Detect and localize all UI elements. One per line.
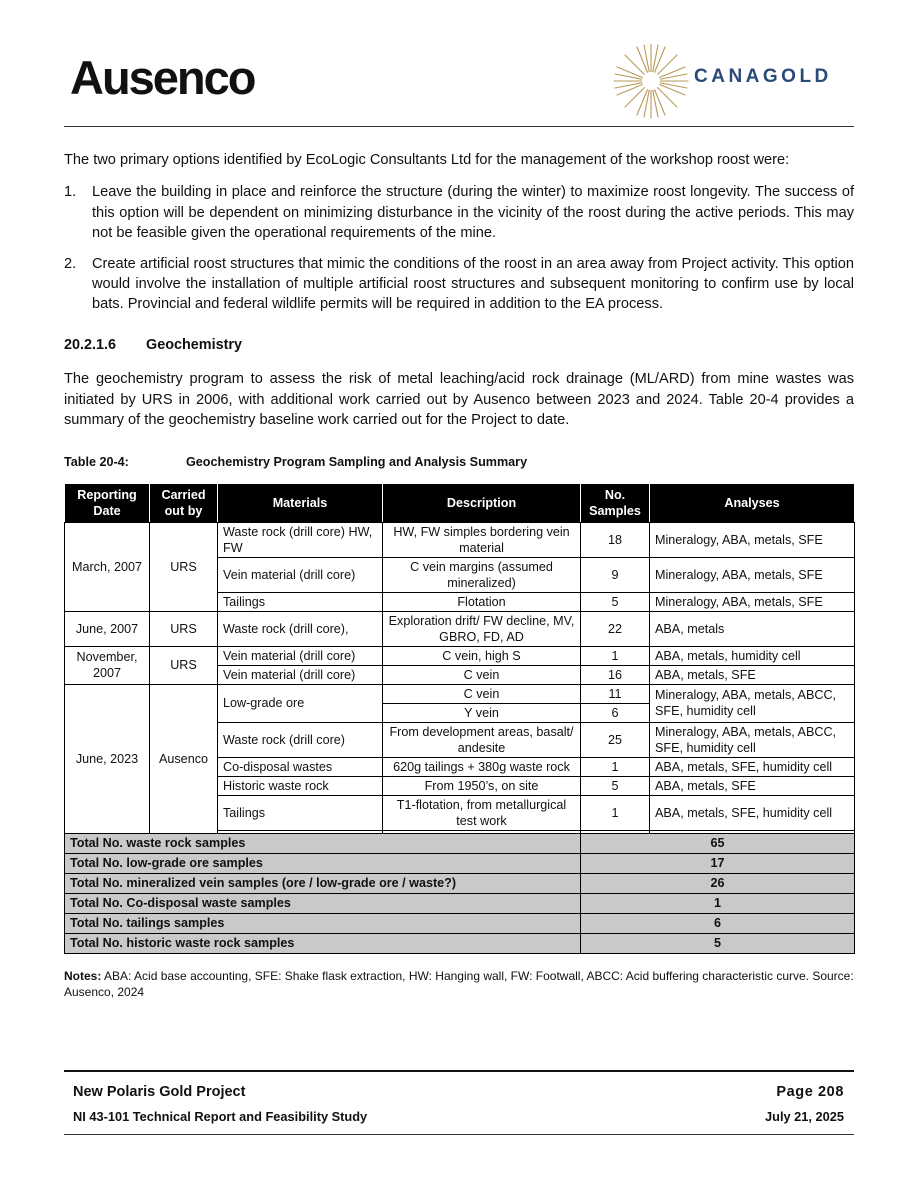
table-row — [65, 611, 855, 646]
sunburst-icon — [612, 42, 690, 120]
reporting-date-cell: June, 2023 — [65, 684, 150, 833]
analyses-cell: Mineralogy, ABA, metals, SFE — [650, 522, 855, 557]
carried-out-by-cell: URS — [150, 522, 218, 611]
material-cell: Waste rock (drill core) — [218, 722, 383, 757]
samples-cell: 5 — [581, 592, 650, 611]
description-cell: Flotation — [383, 592, 581, 611]
analyses-cell: ABA, metals, SFE — [650, 665, 855, 684]
list-item — [64, 254, 854, 315]
footer-project: New Polaris Gold Project — [73, 1084, 246, 1100]
samples-cell: 16 — [581, 665, 650, 684]
header-materials: Materials — [218, 483, 383, 522]
reporting-date-cell: November, 2007 — [65, 646, 150, 684]
material-cell: Tailings — [218, 795, 383, 830]
total-value: 17 — [581, 853, 855, 873]
material-cell: Tailings — [218, 592, 383, 611]
total-value: 1 — [581, 893, 855, 913]
samples-cell: 1 — [581, 646, 650, 665]
table-row — [65, 522, 855, 557]
analyses-cell: ABA, metals — [650, 611, 855, 646]
header-description: Description — [383, 483, 581, 522]
header-divider — [64, 126, 854, 127]
analyses-cell: ABA, metals, SFE, humidity cell — [650, 795, 855, 830]
total-label: Total No. historic waste rock samples — [65, 933, 581, 953]
samples-cell: 1 — [581, 757, 650, 776]
table-number: Table 20-4: — [64, 455, 129, 470]
canagold-logo — [612, 42, 842, 120]
notes-label: Notes: — [64, 969, 102, 983]
samples-cell: 6 — [581, 703, 650, 722]
footer-divider-bottom — [64, 1134, 854, 1135]
section-heading — [64, 335, 854, 355]
material-cell: Waste rock (drill core), — [218, 611, 383, 646]
page-body — [64, 150, 854, 954]
list-item — [64, 182, 854, 243]
footer-divider-top — [64, 1070, 854, 1072]
section-number: 20.2.1.6 — [64, 336, 117, 353]
material-cell: Co-disposal wastes — [218, 757, 383, 776]
description-cell: C vein — [383, 684, 581, 703]
intro-paragraph: The two primary options identified by EcoLogic Consultants Ltd for the management of the workshop roost were: — [64, 152, 790, 168]
canagold-wordmark: CANAGOLD — [694, 66, 832, 87]
reporting-date-cell: March, 2007 — [65, 522, 150, 611]
samples-cell: 1 — [581, 795, 650, 830]
total-row — [65, 853, 855, 873]
total-row — [65, 933, 855, 953]
footer-page-number: Page 208 — [776, 1084, 844, 1100]
total-value: 5 — [581, 933, 855, 953]
notes-text: ABA: Acid base accounting, SFE: Shake flask extraction, HW: Hanging wall, FW: Footwall, ABCC: Acid buffering characteristic curve. Source: Ausenco, 2024 — [64, 969, 854, 999]
analyses-cell: Mineralogy, ABA, metals, SFE — [650, 557, 855, 592]
description-cell: C vein, high S — [383, 646, 581, 665]
samples-cell: 9 — [581, 557, 650, 592]
description-cell: T1-flotation, from metallurgical test work — [383, 795, 581, 830]
material-cell: Waste rock (drill core) HW, FW — [218, 522, 383, 557]
description-cell: From 1950’s, on site — [383, 776, 581, 795]
footer-report: NI 43-101 Technical Report and Feasibility Study — [73, 1109, 368, 1124]
header-no-samples: No. Samples — [581, 483, 650, 522]
header-analyses: Analyses — [650, 483, 855, 522]
material-cell: Historic waste rock — [218, 776, 383, 795]
table-caption — [64, 452, 854, 472]
description-cell: Exploration drift/ FW decline, MV, GBRO, FD, AD — [383, 611, 581, 646]
table-notes — [64, 968, 856, 1000]
description-cell: 620g tailings + 380g waste rock — [383, 757, 581, 776]
carried-out-by-cell: URS — [150, 611, 218, 646]
description-cell: C vein margins (assumed mineralized) — [383, 557, 581, 592]
total-label: Total No. tailings samples — [65, 913, 581, 933]
total-label: Total No. low-grade ore samples — [65, 853, 581, 873]
list-text: Create artificial roost structures that mimic the conditions of the roost in an area away from Project activity. This option would involve the installation of multiple artificial roost structures and subsequent monitoring to confirm use by local bats. Provincial and federal wildlife permits will be required in addition to the EA process. — [92, 255, 854, 313]
total-value: 65 — [581, 833, 855, 853]
total-value: 26 — [581, 873, 855, 893]
reporting-date-cell: June, 2007 — [65, 611, 150, 646]
header-carried-out-by: Carried out by — [150, 483, 218, 522]
material-cell: Vein material (drill core) — [218, 646, 383, 665]
samples-cell: 22 — [581, 611, 650, 646]
header-reporting-date: Reporting Date — [65, 483, 150, 522]
analyses-cell: ABA, metals, SFE, humidity cell — [650, 757, 855, 776]
list-text: Leave the building in place and reinforce the structure (during the winter) to maximize roost longevity. The success of this option will be dependent on minimizing disturbance in the vicinity of the roost during the active periods. This may not be feasible given the operational requirements of the mine. — [92, 184, 854, 242]
total-label: Total No. mineralized vein samples (ore / low-grade ore / waste?) — [65, 873, 581, 893]
options-list — [64, 182, 854, 314]
analyses-cell: ABA, metals, humidity cell — [650, 646, 855, 665]
geochemistry-paragraph: The geochemistry program to assess the risk of metal leaching/acid rock drainage (ML/ARD) from mine wastes was initiated by URS in 2006, with additional work carried out by Ausenco between 2023 and 2024. Table 20-4 provides a summary of the geochemistry baseline work carried out for the Project to date. — [64, 371, 854, 429]
description-cell: From development areas, basalt/ andesite — [383, 722, 581, 757]
material-cell: Vein material (drill core) — [218, 557, 383, 592]
carried-out-by-cell: Ausenco — [150, 684, 218, 833]
analyses-cell: ABA, metals, SFE — [650, 776, 855, 795]
samples-cell: 5 — [581, 776, 650, 795]
table-title: Geochemistry Program Sampling and Analysis Summary — [186, 455, 528, 470]
list-number: 1. — [64, 184, 77, 201]
total-row — [65, 913, 855, 933]
table-header-row — [65, 483, 855, 522]
carried-out-by-cell: URS — [150, 646, 218, 684]
table-row — [65, 646, 855, 665]
material-cell: Vein material (drill core) — [218, 665, 383, 684]
total-label: Total No. waste rock samples — [65, 833, 581, 853]
samples-cell: 18 — [581, 522, 650, 557]
analyses-cell: Mineralogy, ABA, metals, ABCC, SFE, humidity cell — [650, 722, 855, 757]
description-cell: Y vein — [383, 703, 581, 722]
total-row — [65, 893, 855, 913]
list-number: 2. — [64, 255, 77, 272]
total-row — [65, 873, 855, 893]
description-cell: HW, FW simples bordering vein material — [383, 522, 581, 557]
total-row — [65, 833, 855, 853]
section-title: Geochemistry — [146, 336, 242, 353]
material-cell: Low-grade ore — [218, 684, 383, 722]
geochemistry-table — [64, 483, 855, 954]
ausenco-logo: Ausenco — [70, 51, 255, 104]
samples-cell: 25 — [581, 722, 650, 757]
table-row — [65, 684, 855, 703]
samples-cell: 11 — [581, 684, 650, 703]
total-label: Total No. Co-disposal waste samples — [65, 893, 581, 913]
analyses-cell: Mineralogy, ABA, metals, SFE — [650, 592, 855, 611]
description-cell: C vein — [383, 665, 581, 684]
footer-date: July 21, 2025 — [765, 1109, 844, 1124]
analyses-cell: Mineralogy, ABA, metals, ABCC, SFE, humidity cell — [650, 684, 855, 722]
total-value: 6 — [581, 913, 855, 933]
page-header — [64, 40, 854, 126]
